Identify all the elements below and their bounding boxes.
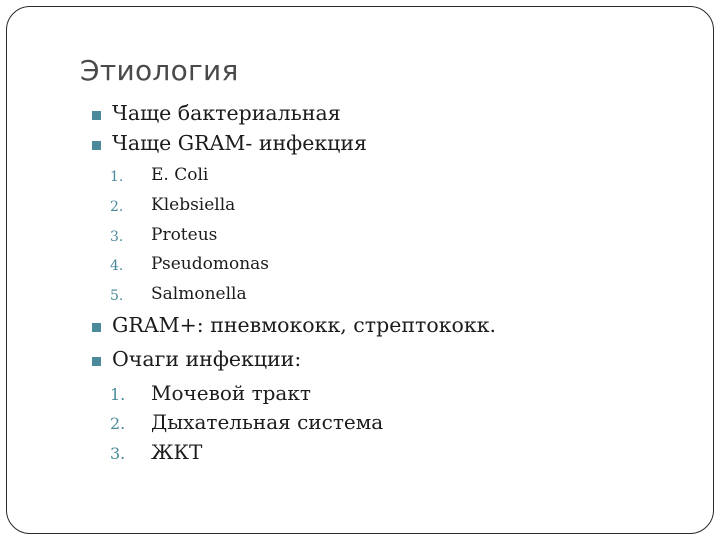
list-number: 2. — [110, 414, 126, 433]
bullet-text: GRAM+: пневмококк, стрептококк. — [112, 313, 497, 337]
bullet-text: Чаще GRAM- инфекция — [112, 131, 367, 155]
list-item: Мочевой тракт — [151, 381, 311, 405]
bullet-marker — [92, 323, 101, 332]
list-number: 3. — [110, 229, 124, 245]
list-item: Дыхательная система — [151, 410, 384, 434]
list-number: 4. — [110, 258, 124, 274]
list-number: 1. — [110, 385, 126, 404]
bullet-marker — [92, 357, 101, 366]
list-number: 3. — [110, 444, 126, 463]
list-item: Pseudomonas — [151, 254, 269, 274]
slide-title: Этиология — [80, 54, 239, 87]
list-number: 2. — [110, 199, 124, 215]
list-number: 5. — [110, 288, 124, 304]
list-item: Klebsiella — [151, 195, 236, 215]
list-item: Proteus — [151, 225, 218, 245]
bullet-marker — [92, 141, 101, 150]
bullet-text: Очаги инфекции: — [112, 347, 302, 371]
list-item: Salmonella — [151, 284, 247, 304]
bullet-text: Чаще бактериальная — [112, 101, 341, 125]
list-number: 1. — [110, 169, 124, 185]
bullet-marker — [92, 111, 101, 120]
list-item: ЖКТ — [151, 440, 203, 464]
list-item: E. Coli — [151, 165, 209, 185]
